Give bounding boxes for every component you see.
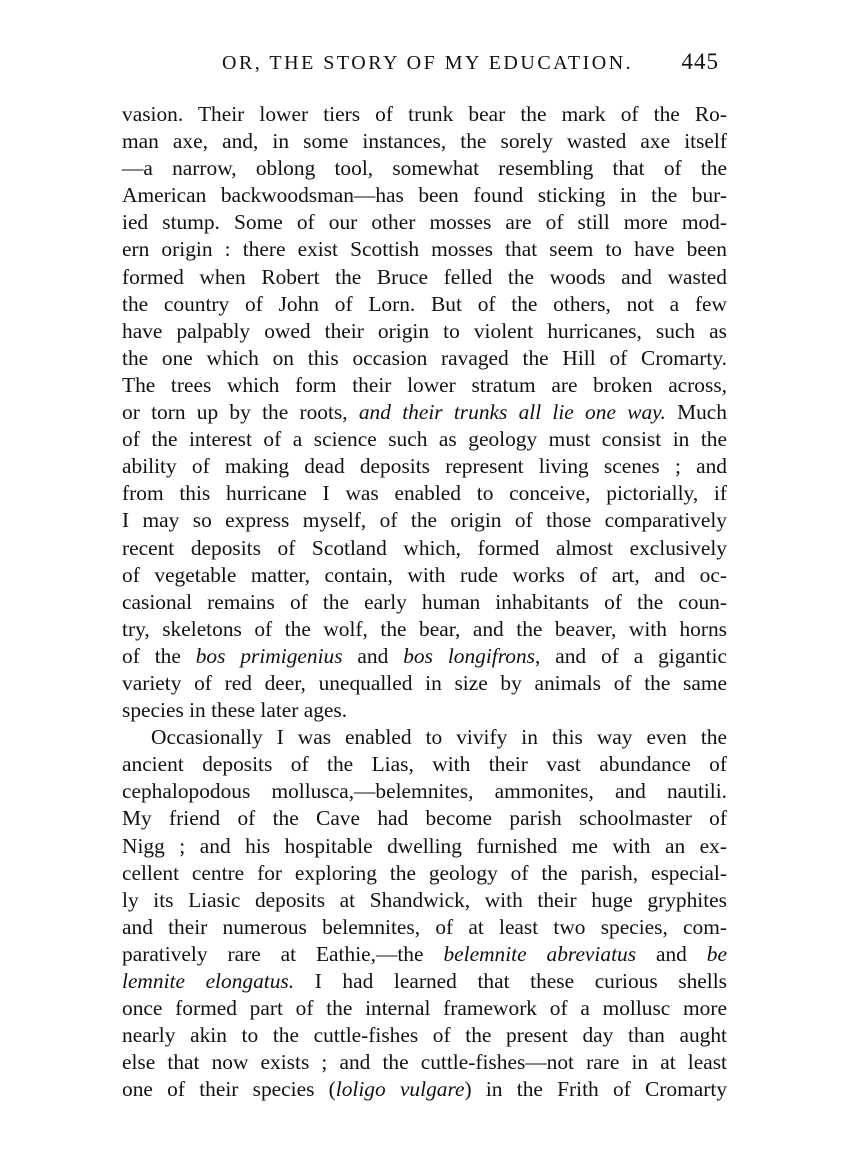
text-line bbox=[122, 887, 727, 914]
text-line bbox=[122, 697, 727, 724]
text-span: formed when Robert the Bruce felled the woods and wasted bbox=[122, 264, 727, 289]
text-line bbox=[122, 670, 727, 697]
text-span: My friend of the Cave had become parish schoolmaster of bbox=[122, 806, 727, 831]
text-span: the country of John of Lorn. But of the others, not a few bbox=[122, 291, 727, 316]
text-span: I had learned that these curious shells bbox=[294, 969, 727, 993]
text-span: casional remains of the early human inhabitants of the coun- bbox=[122, 589, 727, 614]
text-line bbox=[122, 860, 727, 887]
text-span: , and of a gigantic bbox=[534, 643, 727, 668]
species-name: loligo vulgare bbox=[335, 1077, 465, 1102]
text-line bbox=[122, 535, 727, 562]
species-name: bos longifrons bbox=[403, 643, 535, 668]
italic-phrase: and their trunks all lie one way. bbox=[358, 400, 666, 425]
text-span: paratively rare at Eathie,—the bbox=[122, 941, 444, 966]
species-name: be bbox=[706, 941, 727, 966]
text-span: and bbox=[342, 643, 404, 668]
text-span: American backwoodsman—has been found sticking in the bur- bbox=[122, 183, 727, 208]
text-span: The trees which form their lower stratum are broken across, bbox=[122, 372, 727, 397]
text-span: once formed part of the internal framework of a mollusc more bbox=[122, 996, 727, 1021]
text-span: ancient deposits of the Lias, with their vast abundance of bbox=[122, 752, 727, 777]
text-line bbox=[122, 941, 727, 968]
text-span: ly its Liasic deposits at Shandwick, with their huge gryphites bbox=[122, 887, 727, 912]
text-line bbox=[122, 589, 727, 616]
text-line bbox=[122, 236, 727, 263]
text-span: of the interest of a science such as geology must consist in the bbox=[122, 427, 727, 452]
text-span: have palpably owed their origin to violent hurricanes, such as bbox=[122, 318, 727, 343]
text-line bbox=[122, 751, 727, 778]
species-name: lemnite elongatus. bbox=[122, 969, 295, 993]
text-line bbox=[122, 453, 727, 480]
species-name: belemnite abreviatus bbox=[443, 941, 637, 966]
text-line bbox=[122, 805, 727, 832]
text-span: man axe, and, in some instances, the sorely wasted axe itself bbox=[122, 129, 727, 154]
text-span: vasion. Their lower tiers of trunk bear the mark of the Ro- bbox=[122, 102, 727, 126]
text-span: of vegetable matter, contain, with rude works of art, and oc- bbox=[122, 562, 727, 587]
text-line bbox=[122, 291, 727, 318]
text-span: cellent centre for exploring the geology of the parish, especial- bbox=[122, 860, 727, 885]
text-line bbox=[122, 995, 727, 1022]
text-line bbox=[122, 345, 727, 372]
text-span: ) in the Frith of Cromarty bbox=[464, 1077, 728, 1102]
text-line bbox=[122, 101, 727, 128]
text-span: or torn up by the roots, bbox=[122, 400, 359, 425]
text-line bbox=[122, 1049, 727, 1076]
text-span: else that now exists ; and the cuttle-fishes—not rare in at least bbox=[122, 1050, 727, 1075]
text-line bbox=[122, 128, 727, 155]
text-span: ied stump. Some of our other mosses are of still more mod- bbox=[122, 210, 727, 235]
text-line bbox=[122, 778, 727, 805]
page-number: 445 bbox=[681, 49, 719, 74]
text-line bbox=[122, 968, 727, 995]
text-span: Occasionally I was enabled to vivify in this way even the bbox=[151, 725, 727, 750]
text-line bbox=[122, 1022, 727, 1049]
text-span: and bbox=[636, 941, 707, 966]
text-span: nearly akin to the cuttle-fishes of the present day than aught bbox=[122, 1023, 727, 1048]
text-line bbox=[122, 155, 727, 182]
body-text bbox=[122, 101, 727, 1103]
text-span: the one which on this occasion ravaged the Hill of Cromarty. bbox=[122, 345, 727, 370]
text-line bbox=[122, 209, 727, 236]
text-line bbox=[122, 318, 727, 345]
text-line bbox=[122, 399, 727, 426]
running-head bbox=[200, 49, 725, 78]
text-line bbox=[122, 914, 727, 941]
text-line bbox=[122, 643, 727, 670]
text-span: cephalopodous mollusca,—belemnites, ammonites, and nautili. bbox=[122, 779, 727, 804]
text-line bbox=[122, 724, 727, 751]
text-span: Much bbox=[665, 400, 727, 425]
text-line bbox=[122, 1076, 727, 1103]
text-span: of the bbox=[122, 643, 196, 668]
text-span: recent deposits of Scotland which, formed almost exclusively bbox=[122, 535, 727, 560]
text-span: variety of red deer, unequalled in size by animals of the same bbox=[122, 670, 727, 695]
text-span: Nigg ; and his hospitable dwelling furnished me with an ex- bbox=[122, 833, 727, 858]
text-span: species in these later ages. bbox=[122, 698, 348, 723]
text-line bbox=[122, 480, 727, 507]
text-span: from this hurricane I was enabled to conceive, pictorially, if bbox=[122, 481, 727, 506]
text-span: I may so express myself, of the origin of those comparatively bbox=[122, 508, 727, 533]
text-line bbox=[122, 426, 727, 453]
text-line bbox=[122, 562, 727, 589]
text-line bbox=[122, 372, 727, 399]
text-span: ability of making dead deposits represent living scenes ; and bbox=[122, 454, 727, 479]
text-line bbox=[122, 833, 727, 860]
running-title: OR, THE STORY OF MY EDUCATION. bbox=[222, 52, 634, 74]
text-line bbox=[122, 616, 727, 643]
text-span: try, skeletons of the wolf, the bear, and the beaver, with horns bbox=[122, 616, 727, 641]
text-span: —a narrow, oblong tool, somewhat resembling that of the bbox=[122, 156, 727, 181]
text-line bbox=[122, 507, 727, 534]
text-line bbox=[122, 182, 727, 209]
text-span: ern origin : there exist Scottish mosses that seem to have been bbox=[122, 237, 727, 262]
text-span: one of their species ( bbox=[122, 1077, 336, 1102]
text-span: and their numerous belemnites, of at least two species, com- bbox=[122, 914, 727, 939]
species-name: bos primigenius bbox=[195, 643, 343, 668]
text-line bbox=[122, 264, 727, 291]
